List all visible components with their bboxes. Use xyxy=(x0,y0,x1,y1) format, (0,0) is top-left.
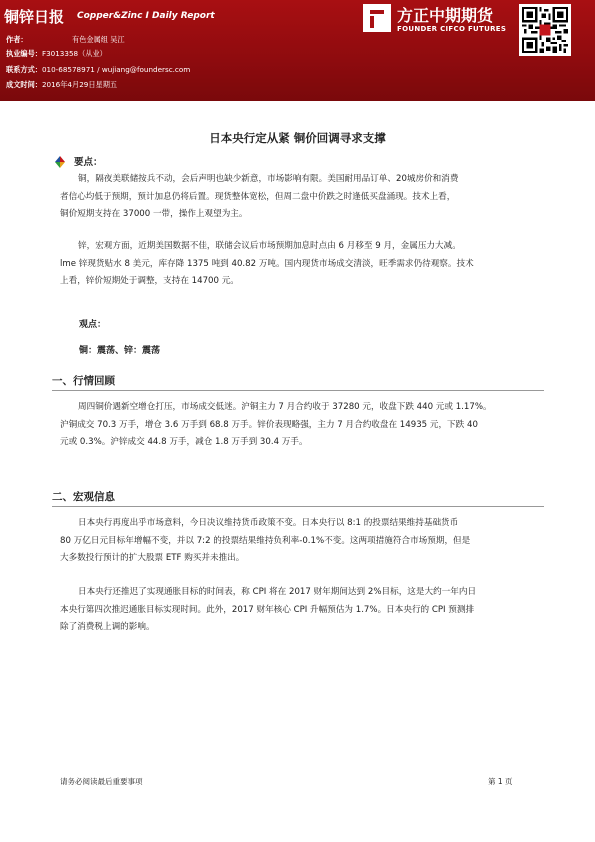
zinc-paragraph xyxy=(60,238,545,291)
macro-p2-line-1: 日本央行还推迟了实现通胀目标的时间表，称 CPI 将在 2017 财年期间达到 2%目标，这是大约一年内日 xyxy=(78,587,477,597)
author-value: 有色金属组 吴江 xyxy=(72,35,125,44)
market-review-line-2: 沪铜成交 70.3 万手，增仓 3.6 万手到 68.8 万手。锌价表现略强，主力 7 月合约收盘在 14935 元，下跌 40 xyxy=(60,419,478,430)
market-review-line-3: 元或 0.3%。沪锌成交 44.8 万手，减仓 1.8 万手到 30.4 万手。 xyxy=(60,437,308,447)
qr-code-icon xyxy=(519,4,571,56)
follow-wechat-text[interactable]: 更多精彩内容请关注方正中期官方微信 xyxy=(432,114,551,122)
author-label: 作者： xyxy=(6,35,28,44)
license-value: F3013358（从业） xyxy=(41,49,107,58)
copper-paragraph xyxy=(60,171,545,224)
contact-value[interactable]: 010-68578971 / wujiang@foundersc.com xyxy=(41,65,191,74)
page-number: 第 1 页 xyxy=(488,777,513,786)
zinc-line-1: 锌，宏观方面，近期美国数据不佳，联储会议后市场预期加息时点由 6 月移至 9 月，金属压力大减。 xyxy=(78,241,461,251)
macro-p1-line-2: 80 万亿日元目标年增幅不变，并以 7:2 的投票结果维持负利率-0.1%不变。这两项措施符合市场预期，但是 xyxy=(60,535,471,546)
company-name-cn: 方正中期期货 xyxy=(397,6,494,25)
arrow-up-icon xyxy=(582,105,593,121)
zinc-line-2: lme 锌现货贴水 8 美元，库存降 1375 吨到 40.82 万吨。国内现货市场成交清淡，旺季需求仍待观察。技术 xyxy=(60,258,474,269)
section-market-review-title: 一、行情回顾 xyxy=(52,375,115,387)
copper-line-2: 者信心均低于预期，预计加息仍将后置。现货整体宽松，但周二盘中价跌之时逢低买盘涌现。技术上看， xyxy=(60,191,456,202)
license-line xyxy=(6,49,107,59)
view-label: 观点： xyxy=(79,320,107,330)
date-label: 成文时间： xyxy=(6,80,42,89)
section-divider xyxy=(52,506,544,507)
macro-p2-line-2: 本央行第四次推迟通胀目标实现时间。此外，2017 财年核心 CPI 升幅预估为 1.7%。日本央行的 CPI 预测排 xyxy=(60,604,475,615)
bullet-diamond-icon xyxy=(54,156,66,168)
section-divider xyxy=(52,390,544,391)
zinc-line-3: 上看，锌价短期处于调整，支持在 14700 元。 xyxy=(60,276,239,286)
company-logo xyxy=(363,4,513,44)
macro-paragraph-1 xyxy=(60,515,545,568)
macro-p1-line-3: 大多数投行预计的扩大股票 ETF 购买并未推出。 xyxy=(60,553,245,563)
report-subtitle: Copper&Zinc I Daily Report xyxy=(77,11,215,21)
founder-logo-icon xyxy=(363,4,391,32)
copper-line-1: 铜，隔夜美联储按兵不动，会后声明也缺少新意，市场影响有限。美国耐用品订单、20城房价和消费 xyxy=(78,174,459,184)
date-line xyxy=(6,80,117,90)
author-line xyxy=(6,35,125,45)
market-review-line-1: 周四铜价遇新空增仓打压，市场成交低迷。沪铜主力 7 月合约收于 37280 元，收盘下跌 440 元或 1.17%。 xyxy=(78,402,492,412)
macro-p1-line-1: 日本央行再度出乎市场意料，今日决议维持货币政策不变。日本央行以 8:1 的投票结果维持基础货币 xyxy=(78,518,459,528)
footer-disclaimer[interactable]: 请务必阅读最后重要事项 xyxy=(60,777,143,786)
macro-p2-line-3: 除了消费税上调的影响。 xyxy=(60,622,155,632)
company-name-en: FOUNDER CIFCO FUTURES xyxy=(397,25,507,33)
key-points-label: 要点： xyxy=(74,157,103,168)
date-value: 2016年4月29日星期五 xyxy=(41,80,118,89)
macro-paragraph-2 xyxy=(60,584,545,637)
report-header xyxy=(0,0,595,122)
contact-line xyxy=(6,65,190,75)
license-label: 执业编号： xyxy=(6,49,42,58)
contact-label: 联系方式： xyxy=(6,65,42,74)
section-macro-title: 二、宏观信息 xyxy=(52,491,115,503)
market-review-paragraph xyxy=(60,399,545,452)
report-title: 铜锌日报 xyxy=(4,8,65,26)
view-value: 铜：震荡、锌：震荡 xyxy=(79,346,161,356)
article-title: 日本央行定从紧 铜价回调寻求支撑 xyxy=(209,131,386,145)
copper-line-3: 铜价短期支持在 37000 一带，操作上观望为主。 xyxy=(60,209,248,219)
